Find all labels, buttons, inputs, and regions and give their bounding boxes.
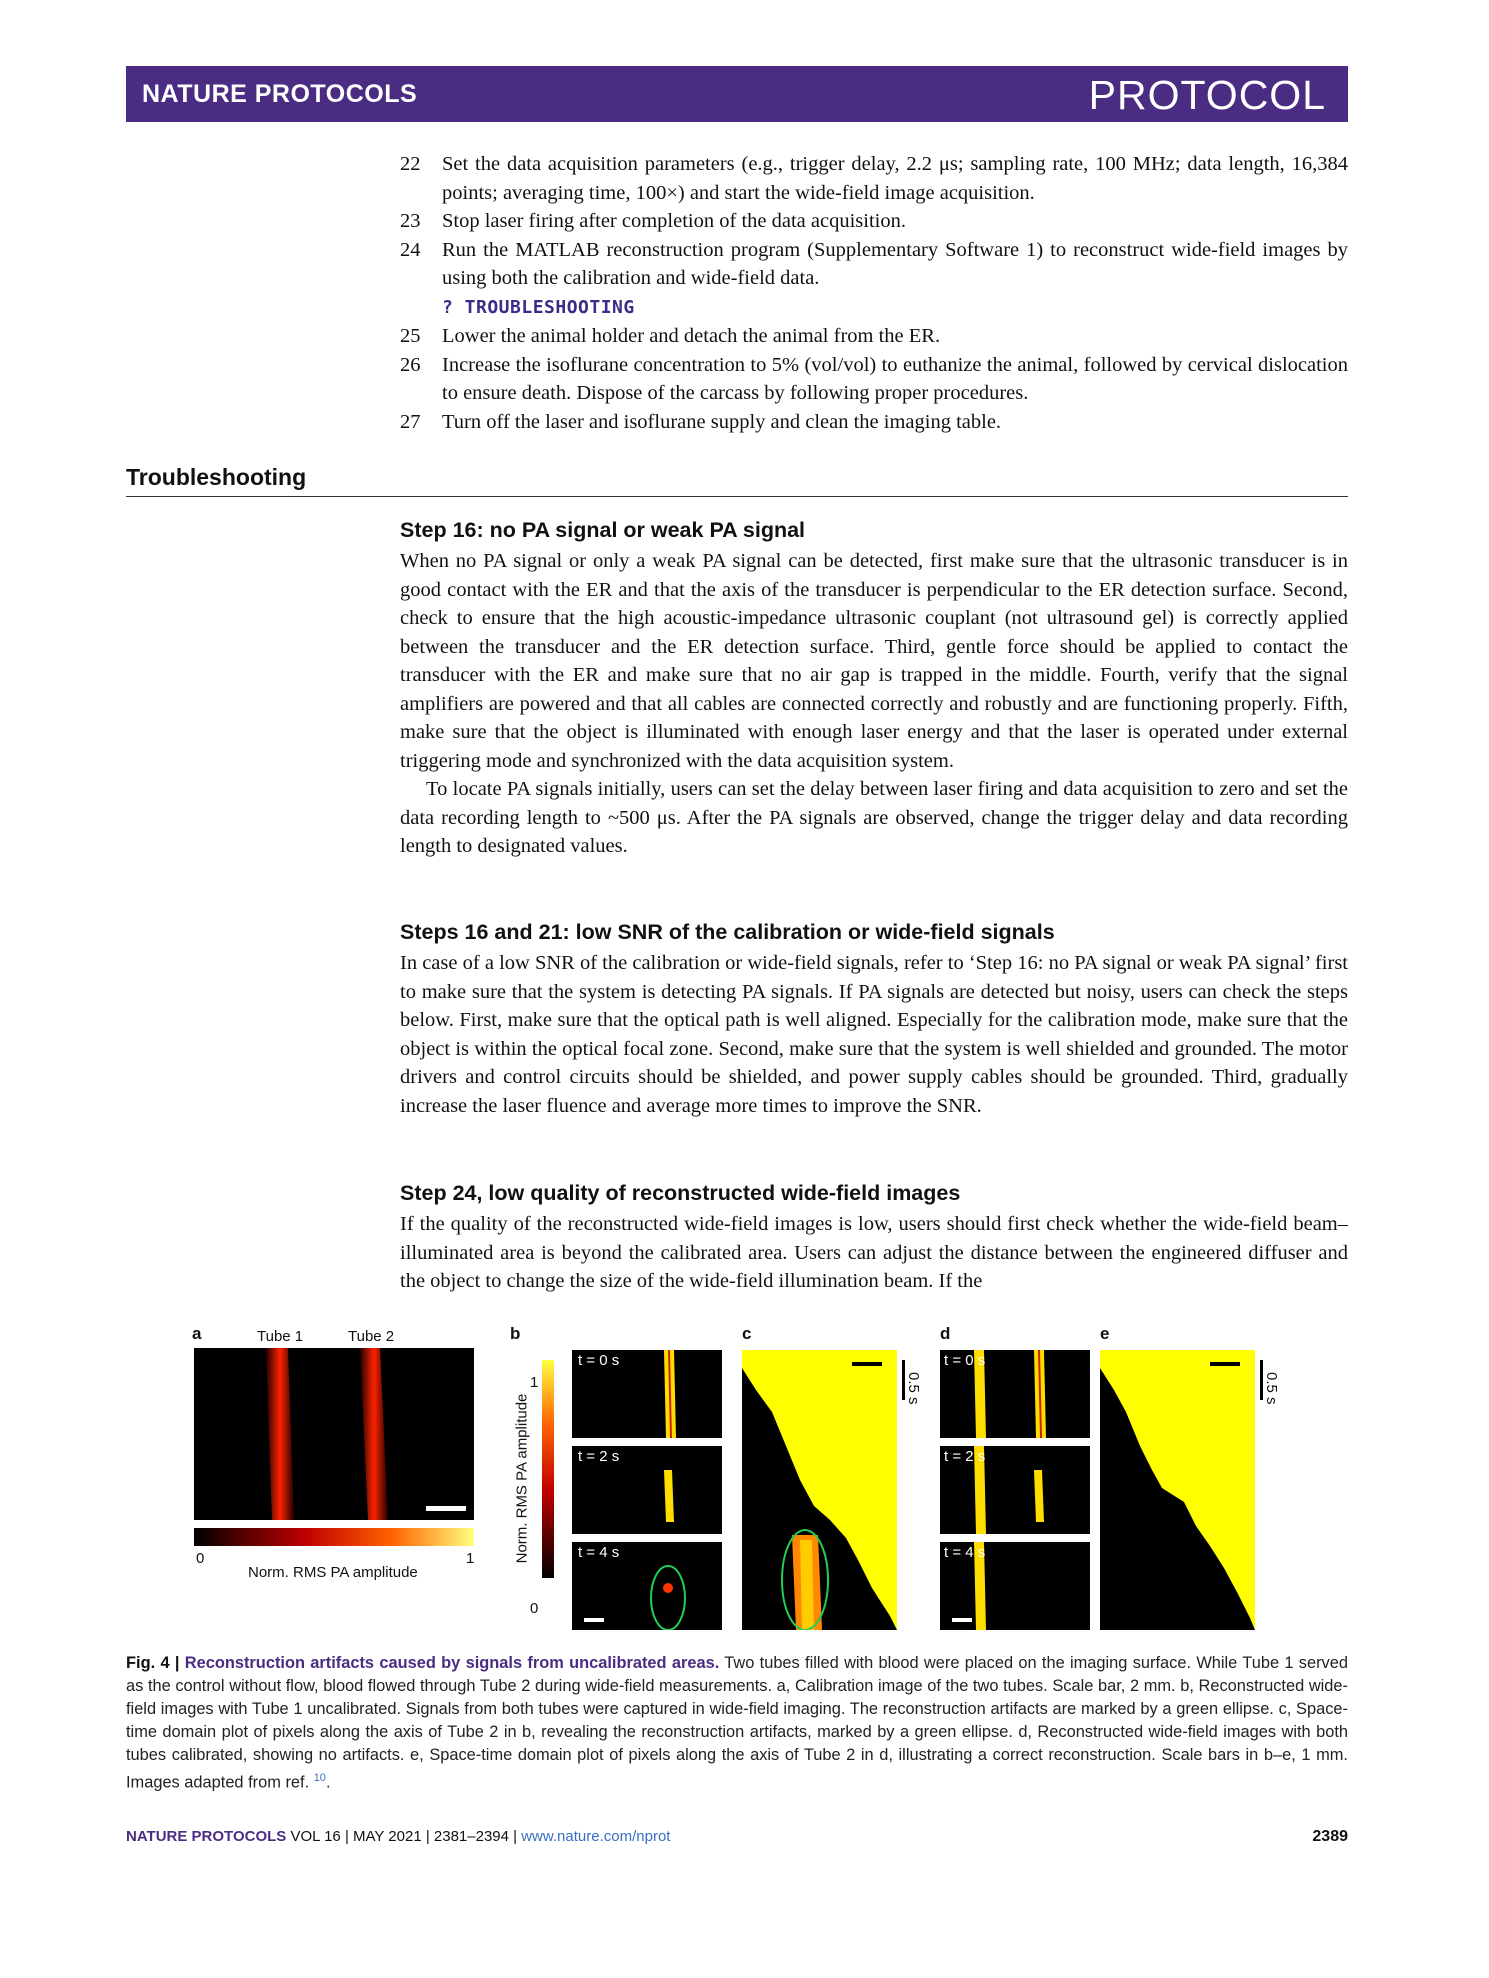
time-scale-label-c: 0.5 s	[905, 1372, 922, 1405]
colorbar-a	[194, 1528, 474, 1546]
panel-label-b: b	[510, 1324, 521, 1343]
step-27: 27 Turn off the laser and isoflurane supply and clean the imaging table.	[400, 410, 1002, 433]
figure-caption: Fig. 4 | Reconstruction artifacts caused by signals from uncalibrated areas. Two tubes filled with blood were placed on the imaging surface. While Tube 1 served as the control without flow, blood flowed through Tube 2 during wide-field measurements. a, Calibration image of the two tubes. Scale bar, 2 mm. b, Reconstructed wide-field images with Tube 1 uncalibrated. Signals from both tubes were captured in wide-field imaging. The reconstruction artifacts are marked by a green ellipse. c, Space-time domain plot of pixels along the axis of Tube 2 in b, revealing the reconstruction artifacts, marked by a green ellipse. d, Reconstructed wide-field images with both tubes calibrated, showing no artifacts. e, Space-time domain plot of pixels along the axis of Tube 2 in d, illustrating a correct reconstruction. Scale bars in b–e, 1 mm. Images adapted from ref. $^{10}$.	[126, 1654, 1348, 1792]
item-paragraph: To locate PA signals initially, users can set the delay between laser firing and data acquisition to zero and set the data recording length to ~500 μs. After the PA signals are observed, change the trigger delay and data recording length to designated values.	[400, 778, 1348, 857]
caption-title: Reconstruction artifacts caused by signals from uncalibrated areas.	[184, 1654, 720, 1672]
troubleshooting-item-1	[400, 518, 1348, 861]
caption-label: Fig. 4 |	[126, 1654, 180, 1672]
panel-label-c: c	[742, 1324, 752, 1343]
tube-2-label: Tube 2	[348, 1328, 395, 1345]
footer-citation: VOL 16 | MAY 2021 | 2381–2394 |	[290, 1828, 518, 1845]
tube-1-label: Tube 1	[257, 1328, 304, 1345]
colorbar-b-min: 0	[530, 1600, 539, 1617]
troubleshooting-link[interactable]: ? TROUBLESHOOTING	[442, 296, 635, 318]
calibration-image	[194, 1348, 474, 1520]
scale-bar	[584, 1618, 604, 1622]
caption-ref[interactable]: 10	[313, 1772, 326, 1784]
figure-4	[180, 1318, 1320, 1648]
caption-text: Two tubes filled with blood were placed on the imaging surface. While Tube 1 served as the control without flow, blood flowed through Tube 2 during wide-field measurements. a, Calibration image of the two tubes. Scale bar, 2 mm. b, Reconstructed wide-field images with Tube 1 uncalibrated. Signals from both tubes were captured in wide-field imaging. The reconstruction artifacts are marked by a green ellipse. c, Space-time domain plot of pixels along the axis of Tube 2 in b, revealing the reconstruction artifacts, marked by a green ellipse. d, Reconstructed wide-field images with both tubes calibrated, showing no artifacts. e, Space-time domain plot of pixels along the axis of Tube 2 in d, illustrating a correct reconstruction. Scale bars in b–e, 1 mm. Images adapted from ref.	[126, 1654, 1348, 1792]
item-heading: Steps 16 and 21: low SNR of the calibration or wide-field signals	[400, 920, 1055, 944]
colorbar-a-max: 1	[466, 1550, 475, 1567]
step-22: 22 Set the data acquisition parameters (e.g., trigger delay, 2.2 μs; sampling rate, 100 MHz; data length, 16,384 points; averaging time, 100×) and start the wide-field image acquisition.	[400, 153, 1348, 204]
section-divider	[126, 496, 1348, 497]
article-type: PROTOCOL	[1088, 72, 1326, 118]
time-label-t2: t = 2 s	[578, 1448, 620, 1465]
scale-bar	[852, 1362, 882, 1366]
item-paragraph: If the quality of the reconstructed wide-field images is low, users should first check whether the wide-field beam–illuminated area is beyond the calibrated area. Users can adjust the distance between the engineered diffuser and the object to change the size of the wide-field illumination beam. If the	[400, 1213, 1348, 1292]
page-footer	[126, 1828, 1348, 1845]
colorbar-a-label: Norm. RMS PA amplitude	[248, 1564, 418, 1581]
item-paragraph: In case of a low SNR of the calibration or wide-field signals, refer to ‘Step 16: no PA signal or weak PA signal’ first to make sure that the system is detecting PA signals. If PA signals are detected but noisy, users can check the steps below. First, make sure that the optical path is well aligned. Especially for the calibration mode, make sure that the object is within the optical focal zone. Second, make sure that the system is well shielded and grounded. The motor drivers and control circuits should be shielded, and power supply cables should be grounded. Third, gradually increase the laser fluence and average more times to improve the SNR.	[400, 952, 1348, 1117]
step-26: 26 Increase the isoflurane concentration to 5% (vol/vol) to euthanize the animal, followed by cervical dislocation to ensure death. Dispose of the carcass by following proper procedures.	[400, 353, 1348, 404]
journal-name: NATURE PROTOCOLS	[142, 80, 418, 108]
troubleshooting-item-3	[400, 1181, 1348, 1296]
footer-url[interactable]: www.nature.com/nprot	[521, 1828, 671, 1845]
time-label-t4: t = 4 s	[578, 1544, 620, 1561]
section-title: Troubleshooting	[126, 464, 307, 490]
panel-label-d: d	[940, 1324, 951, 1343]
procedure-steps	[400, 150, 1348, 436]
time-label-t0: t = 0 s	[578, 1352, 620, 1369]
footer-journal: NATURE PROTOCOLS	[126, 1828, 287, 1845]
colorbar-b	[542, 1360, 554, 1578]
space-time-plot-e	[1100, 1350, 1255, 1630]
colorbar-b-max: 1	[530, 1374, 539, 1391]
scale-bar	[1210, 1362, 1240, 1366]
panel-label-a: a	[192, 1324, 202, 1343]
time-label-t2: t = 2 s	[944, 1448, 986, 1465]
page-number: 2389	[1312, 1828, 1348, 1845]
scale-bar	[426, 1506, 466, 1511]
item-paragraph: When no PA signal or only a weak PA signal can be detected, first make sure that the ultrasonic transducer is in good contact with the ER and that the axis of the transducer is perpendicular to the ER detection surface. Second, check to ensure that the high acoustic-impedance ultrasonic couplant (not ultrasound gel) is correctly applied between the transducer and the ER detection surface. Third, gentle force should be applied to contact the transducer with the ER and make sure that no air gap is trapped in the middle. Fourth, verify that the signal amplifiers are powered and that all cables are connected correctly and robustly and are functioning properly. Fifth, make sure that the object is illuminated with enough laser energy and that the laser is operated under external triggering mode and synchronized with the data acquisition system.	[400, 550, 1348, 772]
scale-bar	[952, 1618, 972, 1622]
step-23: 23 Stop laser firing after completion of the data acquisition.	[400, 210, 906, 232]
space-time-plot-c	[742, 1350, 897, 1630]
troubleshooting-item-2	[400, 920, 1348, 1120]
step-25: 25 Lower the animal holder and detach the animal from the ER.	[400, 325, 941, 347]
item-heading: Step 24, low quality of reconstructed wide-field images	[400, 1181, 961, 1205]
time-label-t4: t = 4 s	[944, 1544, 986, 1561]
step-24: 24 Run the MATLAB reconstruction program (Supplementary Software 1) to reconstruct wide-field images by using both the calibration and wide-field data. ? TROUBLESHOOTING	[400, 238, 1348, 318]
time-scale-label-e: 0.5 s	[1263, 1372, 1280, 1405]
colorbar-a-min: 0	[196, 1550, 205, 1567]
time-label-t0: t = 0 s	[944, 1352, 986, 1369]
colorbar-b-label: Norm. RMS PA amplitude	[513, 1393, 531, 1564]
panel-label-e: e	[1100, 1324, 1110, 1343]
journal-header	[126, 66, 1348, 122]
item-heading: Step 16: no PA signal or weak PA signal	[400, 518, 806, 542]
